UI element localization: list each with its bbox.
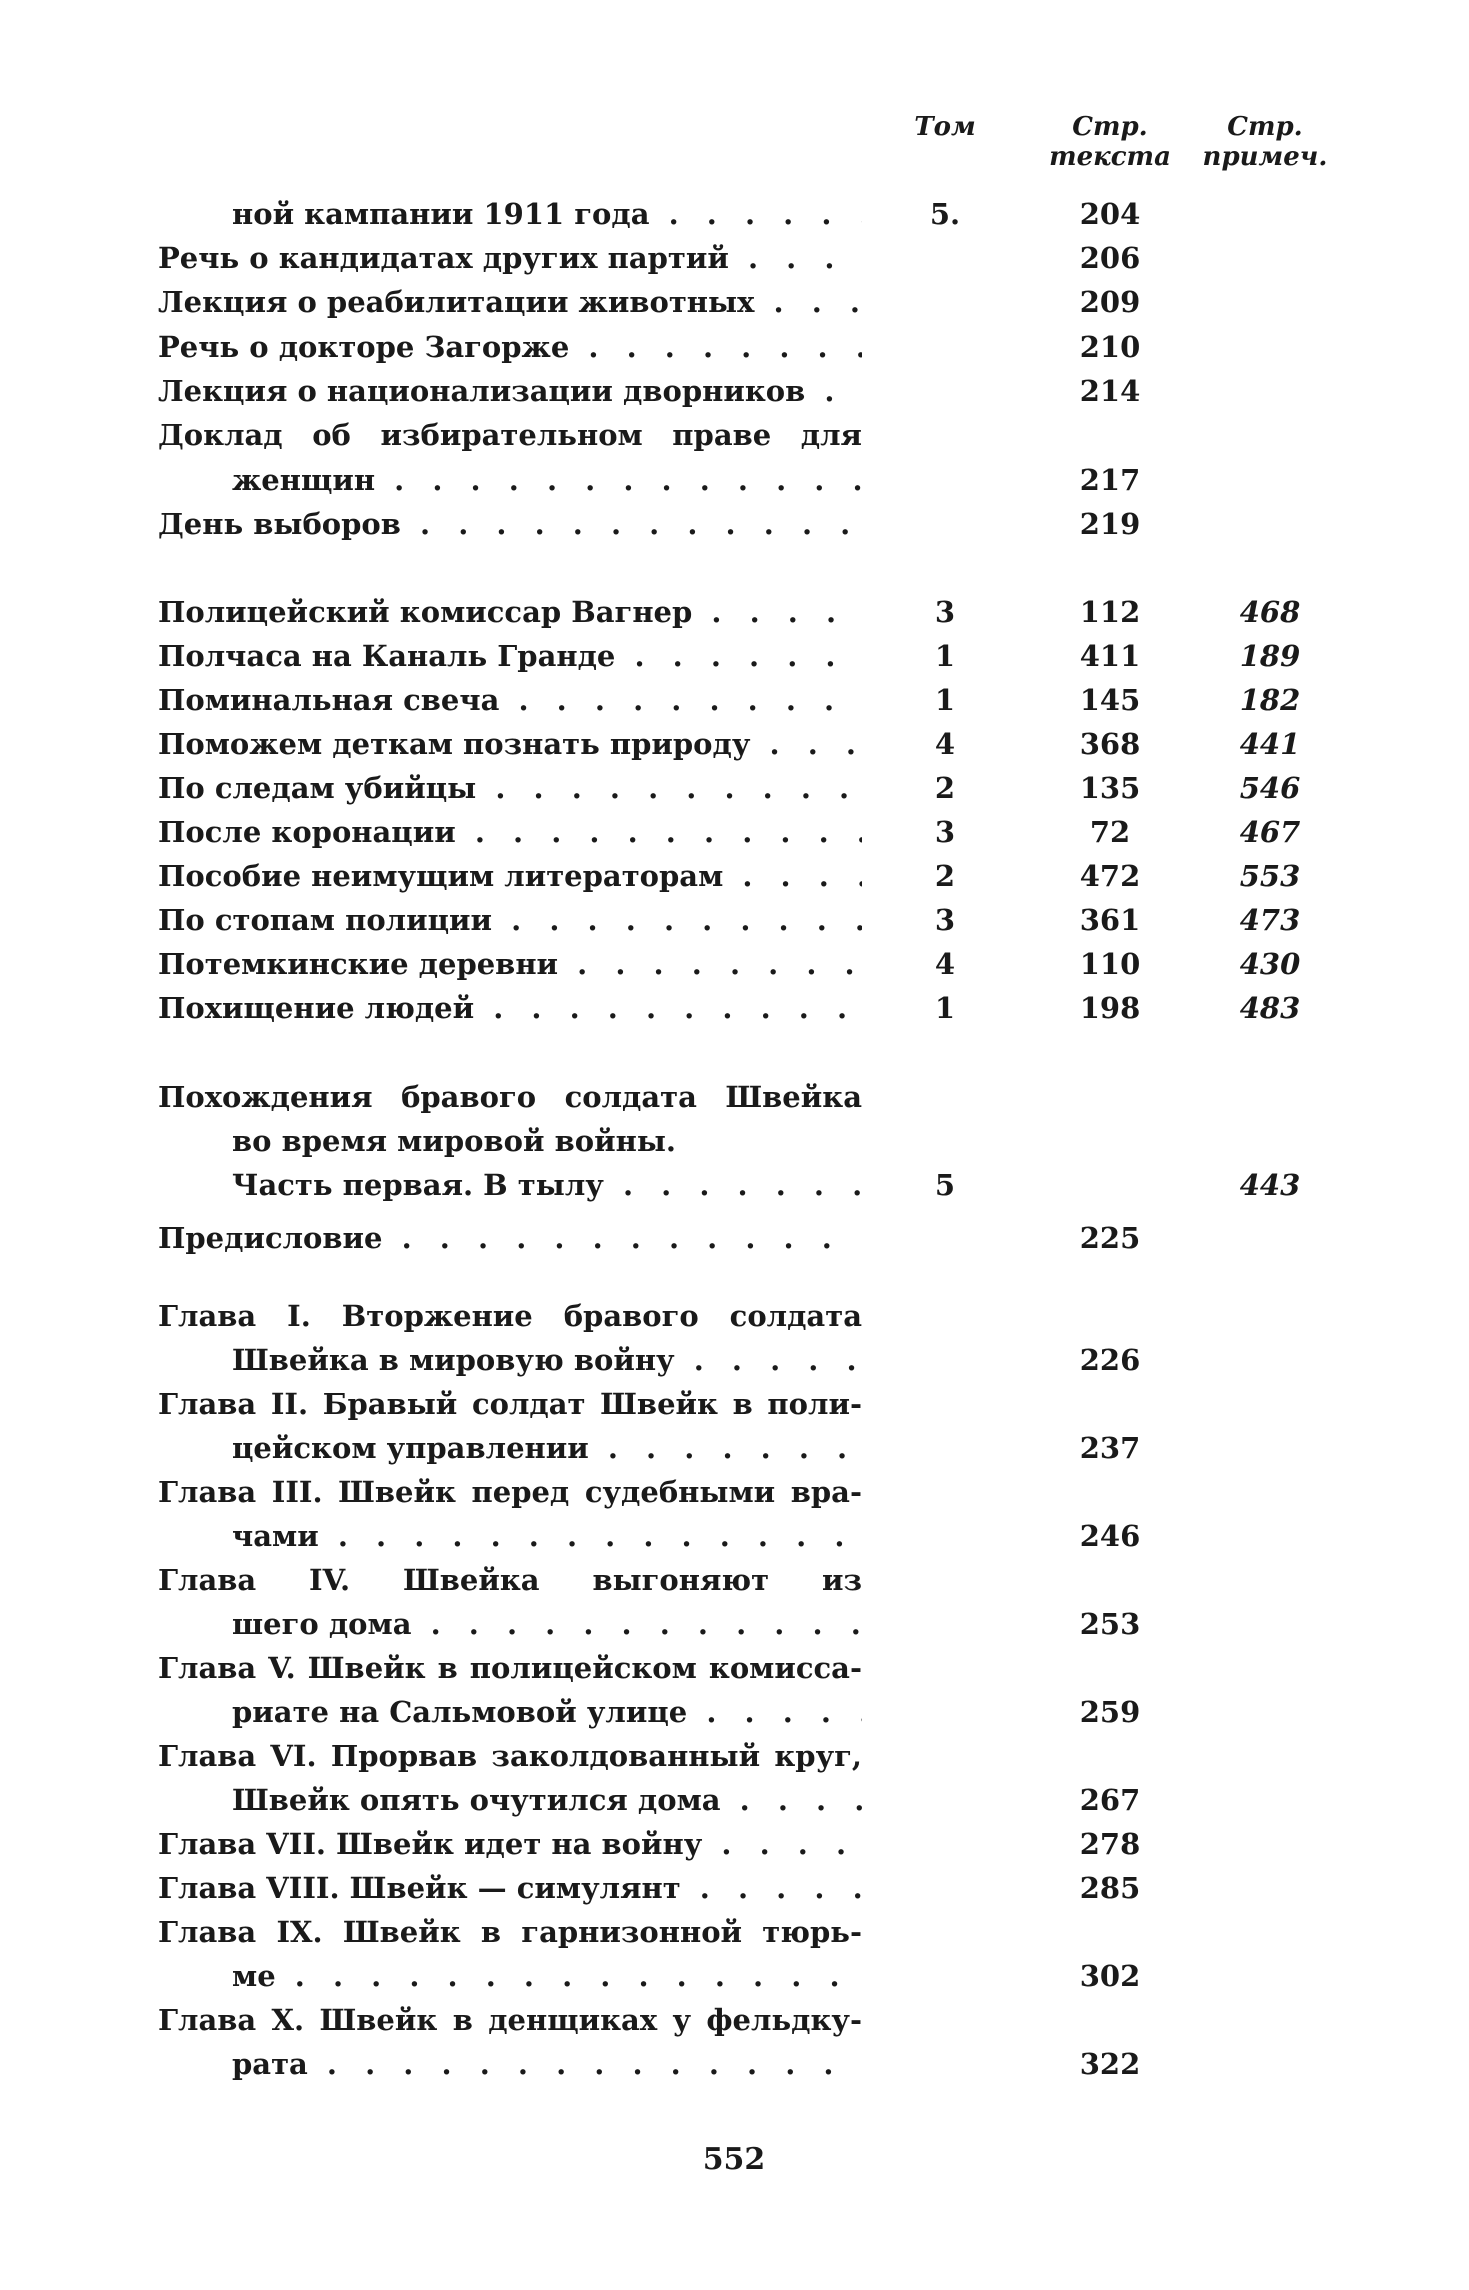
entry-text-page: 278 [1079,1827,1141,1861]
entry-title: Глава IX. Швейк в гарнизонной тюрь- [158,1915,862,1949]
entry-volume: 3 [934,815,956,849]
index-entry [0,678,1469,722]
entry-text-page: 246 [1079,1519,1141,1553]
column-header-volume-label: Том [914,112,976,142]
index-entry [0,192,1469,236]
entry-text-page: 217 [1079,463,1141,497]
entry-notes-page: 430 [1239,947,1301,981]
entry-volume: 4 [934,727,956,761]
entry-title: женщин . . . [232,458,862,502]
entry-volume: 1 [934,639,956,673]
entry-title: Лекция о национализации дворников . . . [158,369,862,413]
index-entry [0,1910,1469,1954]
index-entry [0,502,1469,546]
index-entry [0,1602,1469,1646]
entry-text-page: 253 [1079,1607,1141,1641]
entry-title: Полчаса на Каналь Гранде . . . [158,634,862,678]
index-entry [0,1514,1469,1558]
entry-text-page: 209 [1079,285,1141,319]
entry-title: Глава X. Швейк в денщиках у фельдку- [158,2003,862,2037]
column-header-notes-page-line1: Стр. [1227,112,1303,142]
entry-title: шего дома . . . [232,1602,862,1646]
index-entry [0,1075,1469,1119]
index-entry [0,1822,1469,1866]
entry-title: Глава VIII. Швейк — симулянт . . . [158,1866,862,1910]
entry-notes-page: 441 [1239,727,1301,761]
entry-title: Доклад об избирательном праве для [158,418,862,452]
column-header-text-page-line2: текста [1049,142,1171,172]
entry-title: ной кампании 1911 года . . . [232,192,862,236]
entry-text-page: 226 [1079,1343,1141,1377]
index-entry [0,1734,1469,1778]
entry-volume: 1 [934,683,956,717]
entry-title: Глава II. Бравый солдат Швейк в поли- [158,1387,862,1421]
entry-text-page: 302 [1079,1959,1141,1993]
entry-volume: 5. [929,197,961,231]
entry-text-page: 361 [1079,903,1141,937]
entry-text-page: 237 [1079,1431,1141,1465]
entry-title: во время мировой войны. [232,1124,676,1158]
entry-notes-page: 546 [1239,771,1301,805]
entry-title: цейском управлении . . . [232,1426,862,1470]
entry-text-page: 204 [1079,197,1141,231]
entry-volume: 2 [934,771,956,805]
column-header-volume [895,112,995,142]
entry-title: Похищение людей . . . [158,986,862,1030]
entry-title: рата . . . [232,2042,862,2086]
entry-notes-page: 468 [1239,595,1301,629]
entry-notes-page: 483 [1239,991,1301,1025]
index-entry [0,1294,1469,1338]
entry-title: Лекция о реабилитации животных . . . [158,280,862,324]
entry-title: Глава III. Швейк перед судебными вра- [158,1475,862,1509]
index-entry [0,810,1469,854]
entry-text-page: 206 [1079,241,1141,275]
index-entry [0,986,1469,1030]
entry-text-page: 267 [1079,1783,1141,1817]
entry-text-page: 110 [1079,947,1141,981]
entry-title: Похождения бравого солдата Швейка [158,1080,862,1114]
index-entry [0,1998,1469,2042]
index-entry [0,280,1469,324]
index-entry [0,369,1469,413]
entry-title: ме . . . [232,1954,862,1998]
entry-notes-page: 467 [1239,815,1301,849]
entry-title: Глава VI. Прорвав заколдованный круг, [158,1739,862,1773]
entry-notes-page: 182 [1239,683,1301,717]
entry-volume: 1 [934,991,956,1025]
entry-volume: 3 [934,903,956,937]
index-entry [0,766,1469,810]
entry-title: Предисловие . . . [158,1216,862,1260]
entry-volume: 3 [934,595,956,629]
entry-text-page: 210 [1079,330,1141,364]
entry-text-page: 259 [1079,1695,1141,1729]
entry-title: Глава I. Вторжение бравого солдата [158,1299,862,1333]
index-entry [0,942,1469,986]
entry-title: Часть первая. В тылу . . . [232,1163,862,1207]
index-entry [0,1338,1469,1382]
entry-title: По стопам полиции . . . [158,898,862,942]
entry-notes-page: 443 [1239,1168,1301,1202]
entry-text-page: 225 [1079,1221,1141,1255]
index-entry [0,854,1469,898]
entry-title: Глава VII. Швейк идет на войну . . . [158,1822,862,1866]
entry-text-page: 285 [1079,1871,1141,1905]
entry-title: Пособие неимущим литераторам . . . [158,854,862,898]
entry-text-page: 135 [1079,771,1141,805]
entry-title: чами . . . [232,1514,862,1558]
index-entry [0,722,1469,766]
index-entry [0,1119,1469,1163]
entry-title: риате на Сальмовой улице . . . [232,1690,862,1734]
index-entry [0,590,1469,634]
entry-title: Глава IV. Швейка выгоняют из [158,1563,862,1597]
entry-text-page: 72 [1089,815,1131,849]
entry-title: Полицейский комиссар Вагнер . . . [158,590,862,634]
entry-title: Речь о кандидатах других партий . . . [158,236,862,280]
index-entry [0,1382,1469,1426]
entry-title: После коронации . . . [158,810,862,854]
entry-title: Речь о докторе Загорже . . . [158,325,862,369]
entry-volume: 5 [934,1168,956,1202]
entry-title: По следам убийцы . . . [158,766,862,810]
page-number: 552 [702,2142,766,2177]
index-entry [0,1778,1469,1822]
index-entry [0,1216,1469,1260]
entry-title: Потемкинские деревни . . . [158,942,862,986]
entry-text-page: 411 [1079,639,1141,673]
index-entry [0,1470,1469,1514]
index-entry [0,236,1469,280]
index-entry [0,1163,1469,1207]
entry-notes-page: 189 [1239,639,1301,673]
entry-text-page: 198 [1079,991,1141,1025]
index-entry [0,1954,1469,1998]
index-entry [0,1558,1469,1602]
entry-title: Поможем деткам познать природу . . . [158,722,862,766]
column-header-text-page [1040,112,1180,172]
index-entry [0,2042,1469,2086]
index-entry [0,634,1469,678]
entry-text-page: 219 [1079,507,1141,541]
entry-title: Поминальная свеча . . . [158,678,862,722]
entry-title: Глава V. Швейк в полицейском комисса- [158,1651,862,1685]
entry-text-page: 472 [1079,859,1141,893]
entry-title: Швейка в мировую войну . . . [232,1338,862,1382]
entry-volume: 4 [934,947,956,981]
column-header-notes-page-line2: примеч. [1202,142,1328,172]
entry-volume: 2 [934,859,956,893]
index-entry [0,1646,1469,1690]
entry-notes-page: 553 [1239,859,1301,893]
entry-text-page: 368 [1079,727,1141,761]
index-entry [0,413,1469,457]
entry-title: Швейк опять очутился дома . . . [232,1778,862,1822]
index-entry [0,898,1469,942]
index-entry [0,458,1469,502]
entry-text-page: 145 [1079,683,1141,717]
entry-notes-page: 473 [1239,903,1301,937]
entry-title: День выборов . . . [158,502,862,546]
index-entry [0,1690,1469,1734]
entry-text-page: 214 [1079,374,1141,408]
column-header-notes-page [1195,112,1335,172]
index-entry [0,1426,1469,1470]
column-header-text-page-line1: Стр. [1072,112,1148,142]
index-entry [0,1866,1469,1910]
entry-text-page: 322 [1079,2047,1141,2081]
entry-text-page: 112 [1079,595,1141,629]
index-entry [0,325,1469,369]
